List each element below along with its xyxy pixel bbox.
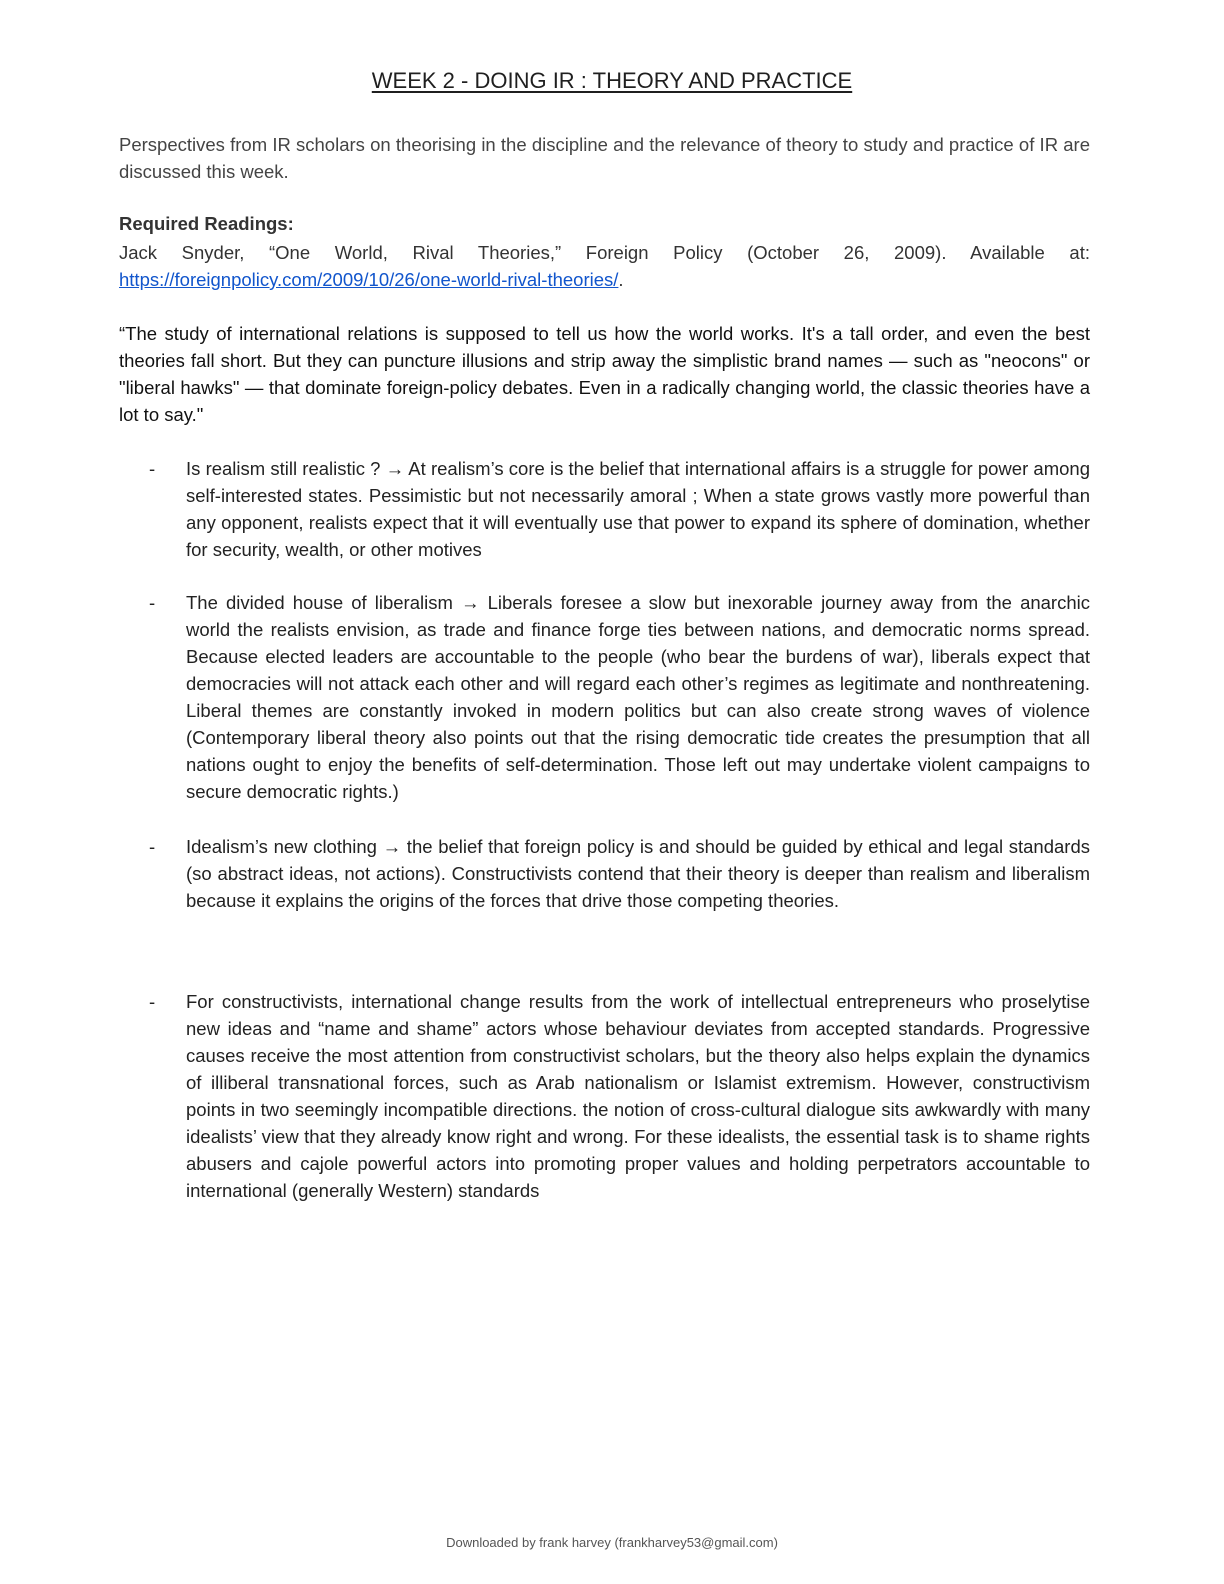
bullet-text: Is realism still realistic ? → At realism’s core is the belief that international affairs is a struggle for power among self-interested states. Pessimistic but not necessarily amoral ; When a state grows vastly more powerful than any opponent, realists expect that it will eventually use that power to expand its sphere of domination, whether for security, wealth, or other motives bbox=[186, 458, 1090, 560]
reading-link[interactable]: https://foreignpolicy.com/2009/10/26/one-world-rival-theories/ bbox=[119, 269, 619, 290]
bullet-text: For constructivists, international change results from the work of intellectual entrepreneurs who proselytise new ideas and “name and shame” actors whose behaviour deviates from accepted standards. Progressive causes receive the most attention from constructivist scholars, but the theory also helps explain the dynamics of illiberal transnational forces, such as Arab nationalism or Islamist extremism. However, constructivism points in two seemingly incompatible directions. the notion of cross-cultural dialogue sits awkwardly with many idealists’ view that they already know right and wrong. For these idealists, the essential task is to shame rights abusers and cajole powerful actors into promoting proper values and holding perpetrators accountable to international (generally Western) standards bbox=[186, 991, 1090, 1201]
download-footer: Downloaded by frank harvey (frankharvey53@gmail.com) bbox=[446, 1535, 778, 1550]
required-readings-heading: Required Readings: bbox=[119, 213, 294, 234]
bullet-dash: - bbox=[149, 458, 156, 479]
quote-paragraph: “The study of international relations is supposed to tell us how the world works. It's a tall order, and even the best theories fall short. But they can puncture illusions and strip away the simplistic brand names — such as "neocons" or "liberal hawks" — that dominate foreign-policy debates. Even in a radically changing world, the classic theories have a lot to say." bbox=[119, 323, 1090, 425]
bullet-dash: - bbox=[149, 592, 156, 613]
bullet-text: The divided house of liberalism → Liberals foresee a slow but inexorable journey away from the anarchic world the realists envision, as trade and finance forge ties between nations, and democratic norms spread. Because elected leaders are accountable to the people (who bear the burdens of war), liberals expect that democracies will not attack each other and will regard each other’s regimes as legitimate and nonthreatening. Liberal themes are constantly invoked in modern politics but can also create strong waves of violence (Contemporary liberal theory also points out that the rising democratic tide creates the presumption that all nations ought to enjoy the benefits of self-determination. Those left out may undertake violent campaigns to secure democratic rights.) bbox=[186, 592, 1090, 802]
reading-trailing-period: . bbox=[618, 269, 624, 290]
reading-citation bbox=[119, 239, 1090, 293]
bullet-text: Idealism’s new clothing → the belief that foreign policy is and should be guided by ethical and legal standards (so abstract ideas, not actions). Constructivists contend that their theory is deeper than realism and liberalism because it explains the origins of the forces that drive those competing theories. bbox=[186, 836, 1090, 911]
reading-citation-text: Jack Snyder, “One World, Rival Theories,” Foreign Policy (October 26, 2009). Available at: bbox=[119, 242, 1090, 263]
intro-paragraph: Perspectives from IR scholars on theorising in the discipline and the relevance of theory to study and practice of IR are discussed this week. bbox=[119, 134, 1090, 182]
bullet-dash: - bbox=[149, 991, 156, 1012]
page-title: WEEK 2 - DOING IR : THEORY AND PRACTICE bbox=[371, 68, 853, 93]
bullet-dash: - bbox=[149, 836, 156, 857]
